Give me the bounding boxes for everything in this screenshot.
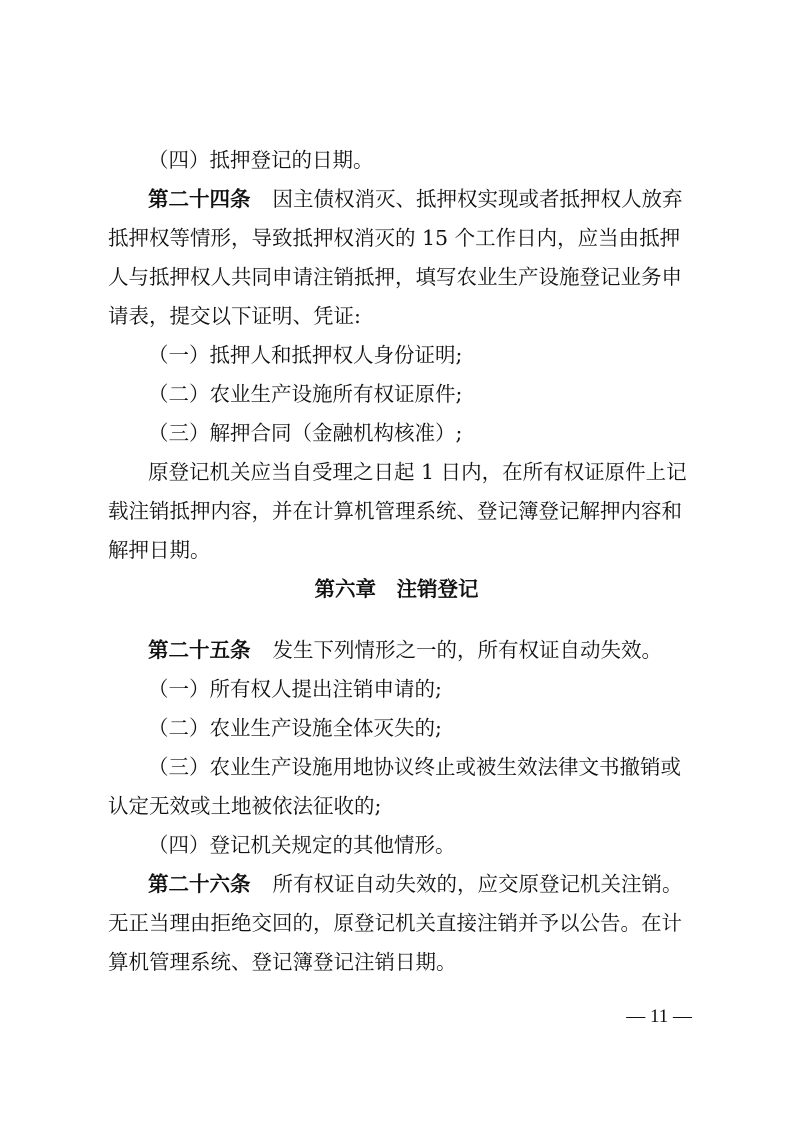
list-item: （三）农业生产设施用地协议终止或被生效法律文书撤销或 — [148, 755, 681, 779]
page-number: — 11 — — [626, 1006, 692, 1027]
article-25-first-line — [148, 636, 688, 664]
paragraph-line: 载注销抵押内容，并在计算机管理系统、登记簿登记解押内容和 — [108, 499, 682, 523]
list-item: （一）所有权人提出注销申请的; — [148, 677, 442, 701]
list-item: （一）抵押人和抵押权人身份证明; — [148, 343, 463, 367]
paragraph-line: 解押日期。 — [108, 538, 211, 562]
chapter-heading: 第六章 注销登记 — [314, 577, 479, 601]
paragraph-line: 无正当理由拒绝交回的，原登记机关直接注销并予以公告。在计 — [108, 911, 682, 935]
paragraph-line: 认定无效或土地被依法征收的; — [108, 794, 382, 818]
list-item: （二）农业生产设施全体灭失的; — [148, 716, 442, 740]
paragraph-line: （四）抵押登记的日期。 — [148, 148, 374, 172]
paragraph-text: 因主债权消灭、抵押权实现或者抵押权人放弃 — [272, 187, 683, 211]
article-heading: 第二十四条 — [148, 187, 251, 211]
paragraph-line: 请表，提交以下证明、凭证: — [108, 304, 361, 328]
article-heading: 第二十五条 — [148, 638, 251, 662]
list-item: （二）农业生产设施所有权证原件; — [148, 382, 463, 406]
paragraph-line: 抵押权等情形，导致抵押权消灭的 15 个工作日内，应当由抵押 — [108, 226, 681, 250]
paragraph-line: 算机管理系统、登记簿登记注销日期。 — [108, 950, 457, 974]
article-26-first-line — [148, 870, 688, 898]
paragraph-text: 所有权证自动失效的，应交原登记机关注销。 — [272, 872, 683, 896]
paragraph-line: 原登记机关应当自受理之日起 1 日内，在所有权证原件上记 — [148, 460, 687, 484]
list-item: （三）解押合同（金融机构核准）; — [148, 421, 463, 445]
article-heading: 第二十六条 — [148, 872, 251, 896]
article-24-first-line — [148, 185, 688, 213]
paragraph-line: 人与抵押权人共同申请注销抵押，填写农业生产设施登记业务申 — [108, 265, 682, 289]
paragraph-text: 发生下列情形之一的，所有权证自动失效。 — [272, 638, 662, 662]
list-item: （四）登记机关规定的其他情形。 — [148, 833, 456, 857]
